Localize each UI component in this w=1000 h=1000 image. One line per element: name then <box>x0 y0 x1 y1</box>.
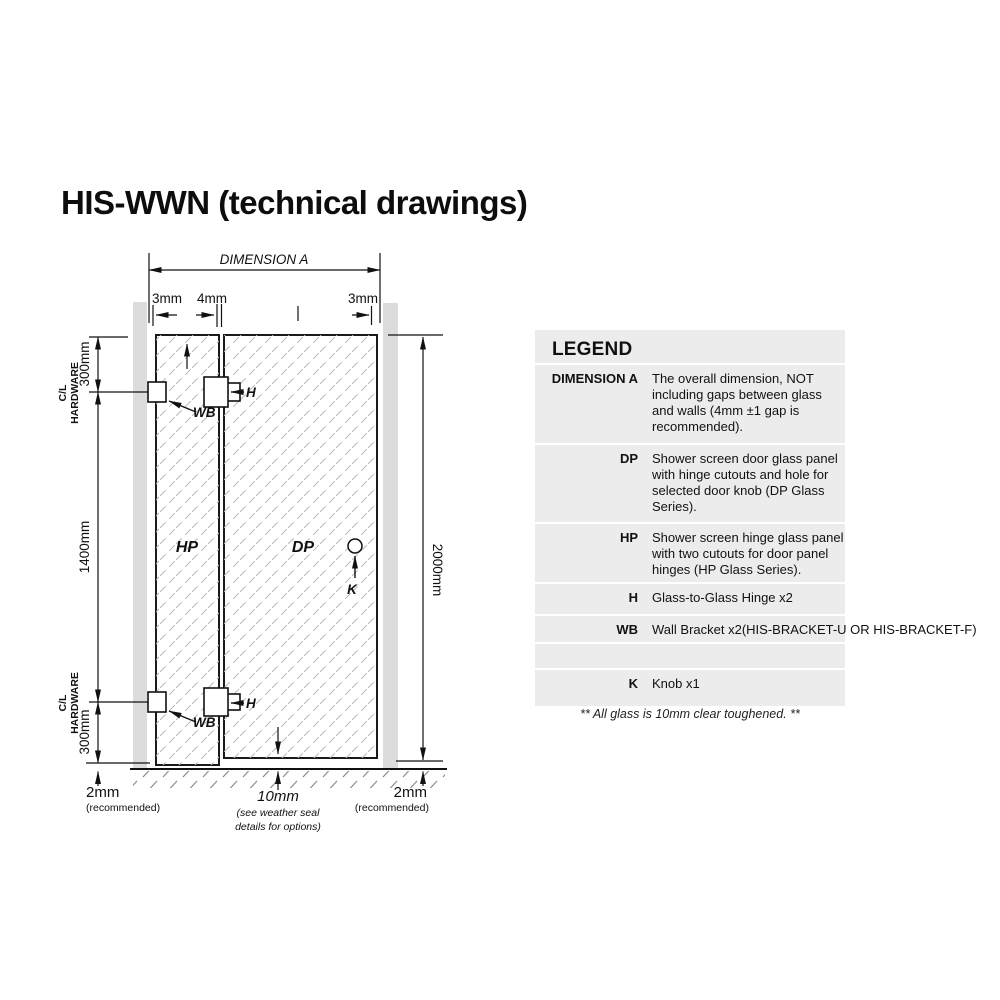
legend-term: WB <box>616 622 638 637</box>
gap-middle-label: 4mm <box>197 291 227 306</box>
right-wall <box>383 303 398 769</box>
glass-panels <box>156 335 377 765</box>
hinge-bottom-tab <box>227 694 240 710</box>
legend-term: HP <box>619 530 638 545</box>
legend-panel <box>535 330 977 706</box>
knob-label: K <box>347 582 357 597</box>
glass-footnote: ** All glass is 10mm clear toughened. ** <box>580 707 800 721</box>
legend-row-dp <box>535 443 845 522</box>
floor-gap-center-note2: details for options) <box>235 821 321 833</box>
hinge-bottom-label: H <box>246 696 256 711</box>
hinge-top-label: H <box>246 385 256 400</box>
legend-row-dimension-a <box>535 363 845 443</box>
floor-gap-center-label: 10mm <box>257 788 299 805</box>
wall-bracket-bottom <box>148 692 166 712</box>
dim-300-bottom: 300mm <box>77 709 92 755</box>
hinge-bottom <box>204 688 228 716</box>
legend-row-h <box>535 582 845 614</box>
wall-bracket-top <box>148 382 166 402</box>
gap-left-label: 3mm <box>152 291 182 306</box>
legend-term: DP <box>619 451 638 466</box>
gap-right-label: 3mm <box>348 291 378 306</box>
hp-panel-label: HP <box>175 539 199 556</box>
legend-term <box>535 644 638 668</box>
floor-gap-center-note1: (see weather seal <box>236 807 320 819</box>
legend-row-k <box>535 668 845 706</box>
dim-300-top: 300mm <box>77 341 92 387</box>
legend-term: DIMENSION A <box>551 371 638 386</box>
legend-definition: The overall dimension, NOT including gaps between glass and walls (4mm ±1 gap is recommended). <box>652 371 822 434</box>
legend-definition: Knob x1 <box>652 676 700 691</box>
dimension-a-label: DIMENSION A <box>219 252 309 267</box>
hinge-top <box>204 377 228 407</box>
legend-definition: Shower screen door glass panel with hinge cutouts and hole for selected door knob (DP Glass Series). <box>652 451 838 514</box>
dim-1400: 1400mm <box>77 520 92 574</box>
legend-term: K <box>628 676 638 691</box>
cl-top-line2: HARDWARE <box>69 362 81 424</box>
dp-panel-label: DP <box>291 539 315 556</box>
legend-term: H <box>628 590 638 605</box>
legend-row-hp <box>535 522 845 582</box>
wb-bottom-label: WB <box>193 715 216 730</box>
legend-definition: Wall Bracket x2(HIS-BRACKET-U OR HIS-BRACKET-F) <box>652 622 977 637</box>
dimension-a <box>149 252 380 323</box>
left-wall <box>133 302 147 769</box>
cl-top-line1: C/L <box>57 384 69 402</box>
legend-definition <box>652 644 845 668</box>
legend-definition: Shower screen hinge glass panel with two cutouts for door panel hinges (HP Glass Series). <box>652 530 844 577</box>
legend-row-wb <box>535 614 977 642</box>
floor-gap-right-note: (recommended) <box>354 802 429 814</box>
knob-circle <box>348 539 362 553</box>
floor-gap-left-label: 2mm <box>86 784 120 801</box>
dim-2000: 2000mm <box>430 543 445 597</box>
page-title: HIS-WWN (technical drawings) <box>61 184 528 221</box>
legend-row-empty <box>535 642 845 668</box>
wb-top-label: WB <box>193 405 216 420</box>
legend-definition: Glass-to-Glass Hinge x2 <box>652 590 793 605</box>
cl-bottom-line1: C/L <box>57 694 69 712</box>
cl-bottom-line2: HARDWARE <box>69 672 81 734</box>
top-gap-dimensions <box>152 291 378 327</box>
floor-gap-right-label: 2mm <box>393 784 427 801</box>
legend-header: LEGEND <box>552 339 633 360</box>
floor-gap-left-note: (recommended) <box>86 802 161 814</box>
